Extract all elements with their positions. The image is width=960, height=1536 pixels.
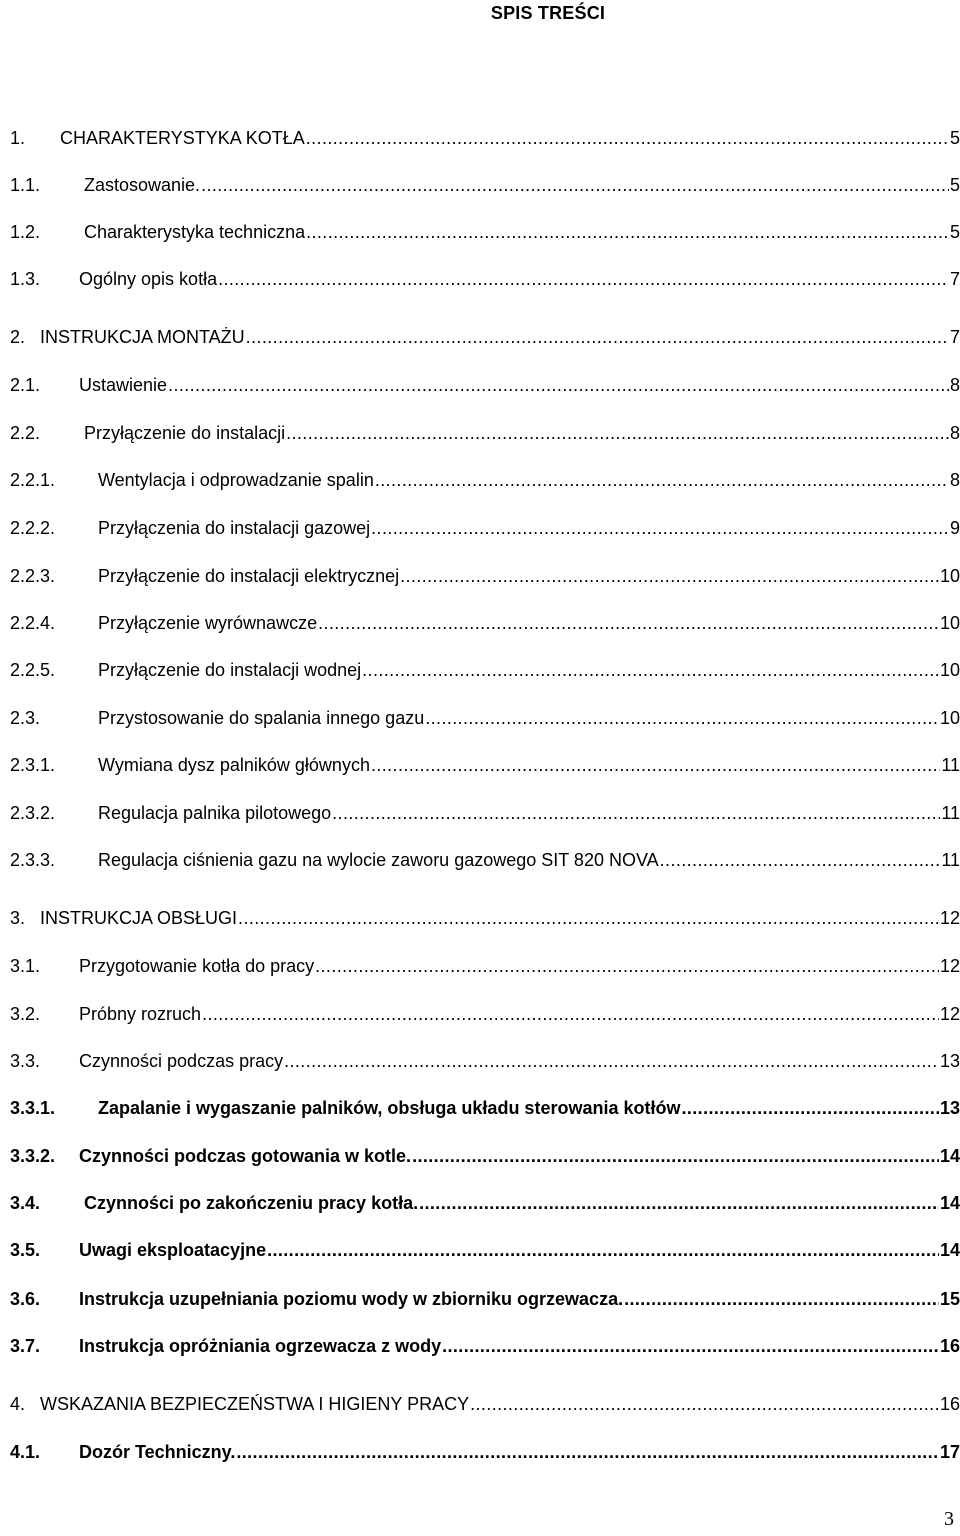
toc-dot-leader — [236, 1439, 939, 1465]
toc-entry-label: Instrukcja opróżniania ogrzewacza z wody — [79, 1336, 442, 1356]
toc-entry-label: Czynności podczas gotowania w kotle. — [79, 1146, 412, 1166]
toc-entry[interactable] — [10, 1048, 960, 1074]
toc-entry[interactable] — [10, 905, 960, 931]
toc-dot-leader — [284, 1048, 939, 1074]
toc-dot-leader — [246, 324, 949, 350]
toc-entry-number: 4.1. — [10, 1442, 41, 1462]
toc-entry[interactable] — [10, 953, 960, 979]
toc-entry-label: Próbny rozruch — [79, 1004, 202, 1024]
toc-dot-leader — [201, 172, 949, 198]
toc-dot-leader — [412, 1143, 939, 1169]
toc-entry-label: Przystosowanie do spalania innego gazu — [98, 708, 425, 728]
toc-entry-page: 12 — [939, 956, 960, 976]
toc-entry-label: Przyłączenia do instalacji gazowej — [98, 518, 371, 538]
toc-entry-page: 16 — [939, 1394, 960, 1414]
toc-entry-page: 5 — [949, 175, 960, 195]
toc-dot-leader — [267, 1237, 939, 1263]
toc-dot-leader — [419, 1190, 939, 1216]
toc-entry-number: 2.2.4. — [10, 613, 56, 633]
toc-entry[interactable] — [10, 800, 960, 826]
toc-entry-label: Przygotowanie kotła do pracy — [79, 956, 315, 976]
toc-dot-leader — [362, 657, 939, 683]
toc-entry[interactable] — [10, 1095, 960, 1121]
toc-entry[interactable] — [10, 610, 960, 636]
toc-entry-number: 3.2. — [10, 1004, 41, 1024]
toc-entry[interactable] — [10, 219, 960, 245]
toc-dot-leader — [318, 610, 939, 636]
toc-dot-leader — [624, 1286, 939, 1312]
toc-entry-number: 3.7. — [10, 1336, 41, 1356]
toc-entry-page: 11 — [941, 850, 960, 870]
toc-dot-leader — [315, 953, 939, 979]
toc-entry-page: 12 — [939, 1004, 960, 1024]
toc-entry-label: WSKAZANIA BEZPIECZEŃSTWA I HIGIENY PRACY — [40, 1394, 470, 1414]
toc-entry[interactable] — [10, 125, 960, 151]
toc-entry-page: 13 — [939, 1098, 960, 1118]
toc-entry[interactable] — [10, 324, 960, 350]
toc-entry-label: Przyłączenie do instalacji wodnej — [98, 660, 362, 680]
toc-entry[interactable] — [10, 515, 960, 541]
toc-entry-number: 3.4. — [10, 1193, 41, 1213]
toc-entry-number: 2.1. — [10, 375, 41, 395]
toc-entry-label: Zastosowanie. — [84, 175, 201, 195]
toc-entry-page: 10 — [939, 708, 960, 728]
toc-dot-leader — [332, 800, 940, 826]
toc-entry-page: 14 — [939, 1146, 960, 1166]
toc-entry[interactable] — [10, 1286, 960, 1312]
toc-dot-leader — [442, 1333, 939, 1359]
toc-entry-number: 3.3.1. — [10, 1098, 56, 1118]
toc-entry-label: Ustawienie — [79, 375, 168, 395]
toc-entry-page: 10 — [939, 613, 960, 633]
toc-entry-label: CHARAKTERYSTYKA KOTŁA — [60, 128, 305, 148]
toc-dot-leader — [371, 515, 949, 541]
toc-entry[interactable] — [10, 657, 960, 683]
toc-entry-number: 2.2. — [10, 423, 41, 443]
toc-entry[interactable] — [10, 1439, 960, 1465]
toc-entry-number: 2.2.1. — [10, 470, 56, 490]
toc-dot-leader — [168, 372, 949, 398]
toc-entry-page: 7 — [949, 327, 960, 347]
toc-entry-page: 13 — [939, 1051, 960, 1071]
toc-dot-leader — [371, 752, 940, 778]
toc-entry-page: 8 — [949, 375, 960, 395]
toc-entry-page: 17 — [939, 1442, 960, 1462]
toc-entry[interactable] — [10, 1237, 960, 1263]
toc-entry-page: 16 — [939, 1336, 960, 1356]
toc-entry-page: 11 — [941, 755, 960, 775]
toc-entry-label: Wentylacja i odprowadzanie spalin — [98, 470, 374, 490]
toc-entry[interactable] — [10, 372, 960, 398]
toc-entry-number: 1. — [10, 128, 26, 148]
toc-entry-page: 11 — [941, 803, 960, 823]
toc-title: SPIS TREŚCI — [490, 3, 606, 23]
toc-entry-number: 3.3. — [10, 1051, 41, 1071]
toc-entry-number: 3.6. — [10, 1289, 41, 1309]
toc-dot-leader — [218, 266, 949, 292]
toc-entry-label: Regulacja palnika pilotowego — [98, 803, 332, 823]
toc-entry-label: Czynności podczas pracy — [79, 1051, 284, 1071]
toc-entry[interactable] — [10, 563, 960, 589]
toc-entry[interactable] — [10, 266, 960, 292]
toc-entry[interactable] — [10, 1143, 960, 1169]
toc-entry-page: 5 — [949, 128, 960, 148]
toc-entry-label: Uwagi eksploatacyjne — [79, 1240, 267, 1260]
toc-entry-number: 3.5. — [10, 1240, 41, 1260]
toc-entry-number: 2. — [10, 327, 26, 347]
toc-entry-label: Przyłączenie wyrównawcze — [98, 613, 318, 633]
toc-entry[interactable] — [10, 1391, 960, 1417]
toc-entry-page: 14 — [939, 1193, 960, 1213]
toc-dot-leader — [202, 1001, 939, 1027]
toc-entry-page: 8 — [949, 470, 960, 490]
toc-entry[interactable] — [10, 420, 960, 446]
toc-entry[interactable] — [10, 1190, 960, 1216]
toc-dot-leader — [306, 219, 949, 245]
toc-entry-number: 1.2. — [10, 222, 41, 242]
toc-entry-label: Regulacja ciśnienia gazu na wylocie zaworu gazowego SIT 820 NOVA — [98, 850, 659, 870]
toc-entry[interactable] — [10, 1333, 960, 1359]
toc-entry-label: Instrukcja uzupełniania poziomu wody w zbiorniku ogrzewacza. — [79, 1289, 624, 1309]
toc-entry[interactable] — [10, 752, 960, 778]
toc-entry-label: INSTRUKCJA MONTAŻU — [40, 327, 245, 347]
toc-entry-label: Zapalanie i wygaszanie palników, obsługa układu sterowania kotłów — [98, 1098, 681, 1118]
toc-entry[interactable] — [10, 705, 960, 731]
toc-entry-number: 4. — [10, 1394, 26, 1414]
toc-dot-leader — [425, 705, 939, 731]
toc-entry-page: 5 — [949, 222, 960, 242]
toc-entry-number: 2.3.1. — [10, 755, 56, 775]
page-number: 3 — [944, 1508, 954, 1530]
toc-entry-number: 2.3.3. — [10, 850, 56, 870]
toc-entry-label: Przyłączenie do instalacji elektrycznej — [98, 566, 400, 586]
toc-entry-page: 10 — [939, 660, 960, 680]
toc-entry-number: 2.3.2. — [10, 803, 56, 823]
toc-dot-leader — [238, 905, 939, 931]
toc-entry-page: 8 — [949, 423, 960, 443]
toc-dot-leader — [400, 563, 939, 589]
toc-entry-number: 3. — [10, 908, 26, 928]
toc-entry-number: 3.1. — [10, 956, 41, 976]
toc-entry[interactable] — [10, 847, 960, 873]
toc-entry[interactable] — [10, 1001, 960, 1027]
toc-entry-number: 1.3. — [10, 269, 41, 289]
toc-dot-leader — [470, 1391, 939, 1417]
toc-dot-leader — [306, 125, 949, 151]
toc-entry-page: 7 — [949, 269, 960, 289]
toc-entry-page: 9 — [949, 518, 960, 538]
toc-entry-page: 10 — [939, 566, 960, 586]
toc-entry[interactable] — [10, 467, 960, 493]
toc-entry-page: 12 — [939, 908, 960, 928]
toc-dot-leader — [660, 847, 941, 873]
toc-entry-number: 1.1. — [10, 175, 41, 195]
toc-entry-label: Charakterystyka techniczna — [84, 222, 306, 242]
toc-entry-number: 3.3.2. — [10, 1146, 56, 1166]
toc-dot-leader — [286, 420, 949, 446]
toc-entry-label: Ogólny opis kotła — [79, 269, 218, 289]
toc-entry-page: 15 — [939, 1289, 960, 1309]
toc-entry-page: 14 — [939, 1240, 960, 1260]
toc-entry-label: Dozór Techniczny. — [79, 1442, 236, 1462]
toc-entry[interactable] — [10, 172, 960, 198]
toc-entry-label: Przyłączenie do instalacji — [84, 423, 286, 443]
toc-entry-number: 2.2.5. — [10, 660, 56, 680]
toc-entry-label: INSTRUKCJA OBSŁUGI — [40, 908, 238, 928]
toc-entry-label: Wymiana dysz palników głównych — [98, 755, 370, 775]
toc-entry-label: Czynności po zakończeniu pracy kotła. — [84, 1193, 419, 1213]
toc-dot-leader — [681, 1095, 939, 1121]
toc-entry-number: 2.3. — [10, 708, 41, 728]
toc-dot-leader — [375, 467, 949, 493]
toc-entry-number: 2.2.3. — [10, 566, 56, 586]
toc-entry-number: 2.2.2. — [10, 518, 56, 538]
